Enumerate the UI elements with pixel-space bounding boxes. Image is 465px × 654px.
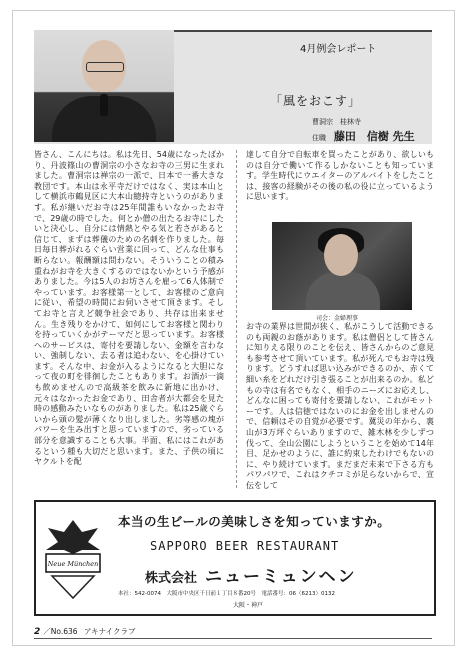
microphone-icon xyxy=(100,94,108,116)
ad-address: 本社：542-0074 大阪市中央区千日前１丁目８番20号 電話番号：06（6213）0132 xyxy=(118,591,335,597)
club-name: アキナイクラブ xyxy=(83,627,136,636)
article-title: 「風をおこす」 xyxy=(270,94,362,108)
author-position: 住職 xyxy=(312,134,326,142)
issue-number: No.636 xyxy=(50,627,78,636)
ad-subhead: SAPPORO BEER RESTAURANT xyxy=(150,539,340,553)
temple-name: 曹洞宗 桂林寺 xyxy=(312,118,361,126)
page-footer: 2 ／No.636 アキナイクラブ xyxy=(34,627,136,637)
speaker-photo-caption: 藤田信樹先生 xyxy=(108,136,145,143)
report-label: 4月例会レポート xyxy=(300,44,377,55)
brand-name: ニューミュンヘン xyxy=(205,567,357,587)
ad-headline: 本当の生ビールの美味しさを知っていますか。 xyxy=(118,514,391,529)
author-name: 藤田 信樹 先生 xyxy=(333,130,415,143)
speaker-photo xyxy=(34,30,174,142)
eagle-logo-icon xyxy=(42,514,104,602)
article-column-right-top: 達して自分で自転車を買ったことがあり、欲しいものは自分で働いて作るしかないことも知っています。学生時代にウエイターのアルバイトをしたことは、接客の経験がその後の私の役に立っているように思います。 xyxy=(246,150,434,202)
footer-rule xyxy=(34,638,432,639)
moderator-photo-caption: 司会：金婦理事 xyxy=(316,315,359,322)
column-divider xyxy=(236,150,237,488)
logo-text: Neue München xyxy=(47,560,99,568)
ad-branches: 大阪・神戸 xyxy=(233,602,264,609)
article-column-left: 皆さん、こんにちは。私は先日、54歳になったばかり、丹波篠山の曹洞宗の小さなお寺の三男に生まれました。曹洞宗は禅宗の一派で、日本で一番大きな教団です。本山は永平寺だけではなく、実は本山として横浜市鶴見区に大本山總持寺というのがあります。私が継いだお寺は25年間誰もいなかったお寺で、29歳の時でした。何とか僧の出たるお寺にしたいと決心し、自分には情熱とやる気と若さがあると信じて、まずは葬儀のための名刺を作りました。毎日毎日葬がれるぐらい営業に回って、どんな仕事も断らない。報酬額は問わない。そういうことの積み重ねがお寺を大きくするのではないかという予感がありました。今は5人のお坊さんを雇って6人体制でやっています。お客様第一として、お客様のご意向に従い、希望の時間にお伺いさせて頂きます。そしてお寺と言えど競争社会であり、共存は出来ません。生き残りをかけて、如何にしてお客様と関わりを持っていくかがテーマだと思っています。お客様へのサービスは、寄付を要請しない、金額を言わない、強制しない、去る者は追わない、を心掛けています。そんな中、お金が入るようになると大胆になって夜の町を徘徊したこともあります。お酒が一滴も飲めませんので高級茶を飲みに新地に出かけ、元々はなかったお金であり、田舎者が大都会を見た時の感動みたいなものがありました。私は25歳ぐらいから頭の髪が薄くなり出しました。劣等感の塊がパワーを生み出すと思っていますので、劣っている部分を意識することも大事。半面、私にはこれがあるという種も大切だと思います。また、子供の頃にヤクルトを配 xyxy=(34,150,224,467)
page-number: 2 xyxy=(34,627,41,637)
ad-company xyxy=(145,562,357,587)
moderator-photo xyxy=(272,222,412,310)
company-prefix: 株式会社 xyxy=(145,571,198,586)
article-column-right-bottom: お寺の業界は世間が狭く、私がこうして活動できるのも両親のお蔭があります。私は僧侶として皆さんに知りえる限りのことを伝え、皆さんからのご意見も参考させて頂いています。私が死んでもお寺は残ります。どうすれば思い込みができるのか、赤くて細い糸をどれだけ引き張ることが出来るのか。私どもの寺は有名でもなく、相手のニーズにお応えし、どんなに困っても寄付を要請しない、これがモットーです。人は信徳ではないのにお金を出しませんので、信頼はその自覚が必要です。冀災の年から、裏山が3万坪ぐらいありますので、雑木林を少しずつ伐って、全山公園にしようということを始めて14年目、足かせのように、誰に約束したわけでもないのに、やり続けています。まだまだ未来で下さる方もパワパワで、これはクチコミが足らないからで、宣伝をして xyxy=(246,322,434,490)
author-line xyxy=(312,128,415,144)
